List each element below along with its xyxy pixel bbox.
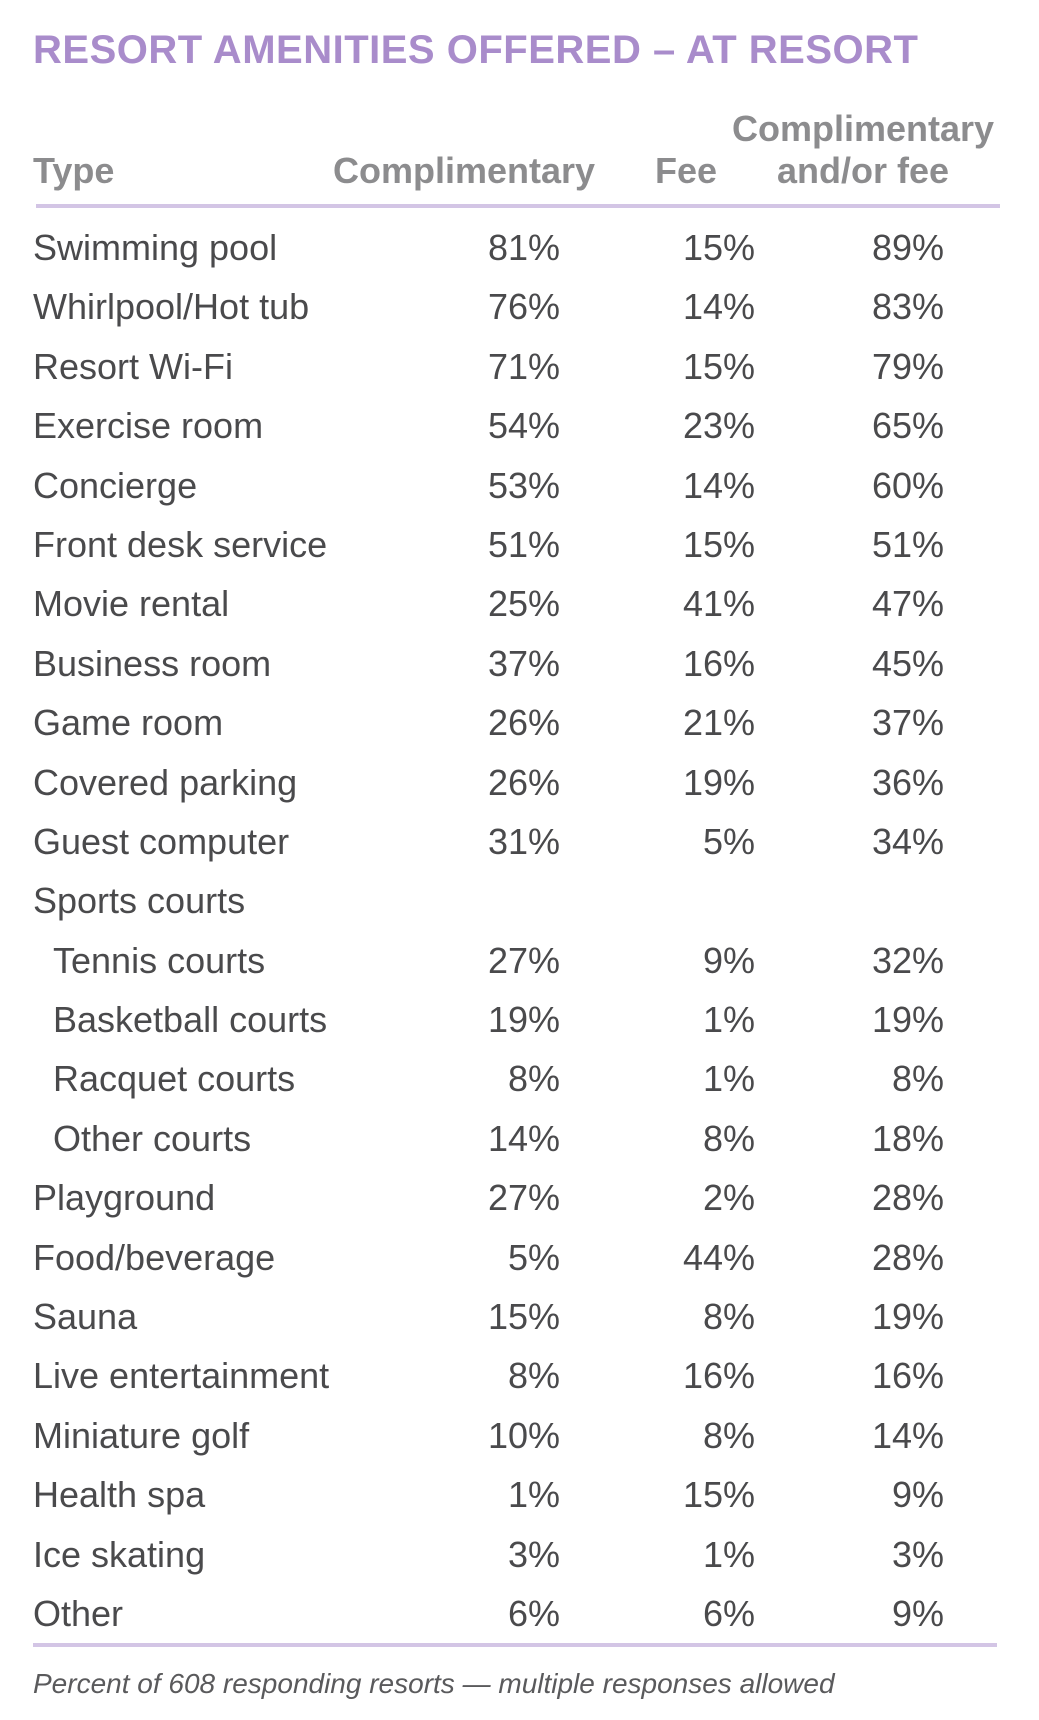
cell-complimentary-and-or-fee: 19%: [871, 1296, 944, 1338]
amenities-table: [33, 218, 1003, 1643]
cell-fee: 15%: [682, 1474, 755, 1516]
table-row: [33, 1525, 1003, 1584]
row-label: Playground: [33, 1177, 216, 1219]
cell-complimentary: 10%: [487, 1414, 560, 1456]
cell-complimentary: 3%: [507, 1533, 560, 1575]
cell-complimentary-and-or-fee: 36%: [871, 761, 944, 803]
cell-fee: 6%: [702, 1592, 755, 1634]
table-row: [33, 1168, 1003, 1227]
table-row: [33, 1346, 1003, 1405]
cell-complimentary-and-or-fee: 14%: [871, 1414, 944, 1456]
cell-complimentary: 51%: [487, 523, 560, 565]
table-row: [33, 1109, 1003, 1168]
row-label: Live entertainment: [33, 1355, 330, 1397]
row-label: Health spa: [33, 1474, 206, 1516]
table-row: [33, 1049, 1003, 1108]
cell-complimentary-and-or-fee: 83%: [871, 286, 944, 328]
cell-fee: 8%: [702, 1117, 755, 1159]
table-row: [33, 1584, 1003, 1643]
cell-fee: 5%: [702, 820, 755, 862]
row-label: Other: [33, 1592, 124, 1634]
table-row: [33, 218, 1003, 277]
row-label: Food/beverage: [33, 1236, 276, 1278]
cell-complimentary-and-or-fee: 37%: [871, 702, 944, 744]
header-divider: [36, 204, 1000, 208]
row-label: Sports courts: [33, 880, 246, 922]
row-label: Racquet courts: [53, 1058, 296, 1100]
cell-complimentary: 53%: [487, 464, 560, 506]
cell-complimentary: 8%: [507, 1355, 560, 1397]
cell-complimentary: 27%: [487, 1177, 560, 1219]
cell-complimentary: 76%: [487, 286, 560, 328]
cell-fee: 41%: [682, 583, 755, 625]
cell-fee: 21%: [682, 702, 755, 744]
cell-fee: 1%: [702, 1058, 755, 1100]
cell-complimentary: 54%: [487, 405, 560, 447]
cell-fee: 2%: [702, 1177, 755, 1219]
cell-complimentary: 26%: [487, 761, 560, 803]
table-row: [33, 396, 1003, 455]
cell-fee: 44%: [682, 1236, 755, 1278]
header-fee: Fee: [655, 150, 718, 191]
cell-fee: 1%: [702, 1533, 755, 1575]
row-label: Movie rental: [33, 583, 230, 625]
table-row: [33, 337, 1003, 396]
cell-complimentary-and-or-fee: 32%: [871, 939, 944, 981]
table-row: [33, 1406, 1003, 1465]
row-label: Resort Wi-Fi: [33, 345, 233, 387]
cell-complimentary-and-or-fee: 9%: [891, 1592, 944, 1634]
cell-complimentary: 1%: [507, 1474, 560, 1516]
cell-complimentary-and-or-fee: 34%: [871, 820, 944, 862]
cell-complimentary-and-or-fee: 60%: [871, 464, 944, 506]
header-complimentary-and-or-fee: [723, 108, 1003, 192]
table-row: [33, 871, 1003, 930]
row-label: Sauna: [33, 1296, 138, 1338]
cell-complimentary: 27%: [487, 939, 560, 981]
cell-fee: 19%: [682, 761, 755, 803]
row-label: Tennis courts: [53, 939, 266, 981]
row-label: Business room: [33, 642, 272, 684]
cell-fee: 16%: [682, 1355, 755, 1397]
cell-complimentary-and-or-fee: 16%: [871, 1355, 944, 1397]
cell-fee: 14%: [682, 286, 755, 328]
table-row: [33, 277, 1003, 336]
cell-fee: 23%: [682, 405, 755, 447]
cell-fee: 1%: [702, 999, 755, 1041]
row-label: Whirlpool/Hot tub: [33, 286, 310, 328]
row-label: Game room: [33, 702, 224, 744]
row-label: Exercise room: [33, 405, 264, 447]
header-type: Type: [33, 150, 115, 191]
table-row: [33, 693, 1003, 752]
cell-fee: 14%: [682, 464, 755, 506]
cell-complimentary: 15%: [487, 1296, 560, 1338]
cell-fee: 16%: [682, 642, 755, 684]
footnote: Percent of 608 responding resorts — multiple responses allowed: [33, 1668, 835, 1699]
cell-complimentary-and-or-fee: 8%: [891, 1058, 944, 1100]
table-row: [33, 1465, 1003, 1524]
cell-complimentary-and-or-fee: 18%: [871, 1117, 944, 1159]
cell-fee: 9%: [702, 939, 755, 981]
row-label: Swimming pool: [33, 227, 278, 268]
cell-fee: 15%: [682, 227, 755, 268]
cell-complimentary-and-or-fee: 28%: [871, 1177, 944, 1219]
header-complimentary: Complimentary: [333, 150, 596, 191]
cell-complimentary-and-or-fee: 47%: [871, 583, 944, 625]
row-label: Basketball courts: [53, 999, 328, 1041]
cell-complimentary: 31%: [487, 820, 560, 862]
cell-fee: 8%: [702, 1414, 755, 1456]
cell-complimentary-and-or-fee: 28%: [871, 1236, 944, 1278]
row-label: Front desk service: [33, 523, 328, 565]
table-row: [33, 456, 1003, 515]
table-row: [33, 634, 1003, 693]
cell-complimentary: 26%: [487, 702, 560, 744]
cell-complimentary: 8%: [507, 1058, 560, 1100]
page-title: RESORT AMENITIES OFFERED – AT RESORT: [33, 28, 919, 72]
table-row: [33, 1228, 1003, 1287]
table-row: [33, 812, 1003, 871]
row-label: Miniature golf: [33, 1414, 250, 1456]
row-label: Covered parking: [33, 761, 298, 803]
cell-complimentary-and-or-fee: 19%: [871, 999, 944, 1041]
cell-complimentary: 81%: [487, 227, 560, 268]
row-label: Ice skating: [33, 1533, 206, 1575]
cell-fee: 15%: [682, 523, 755, 565]
cell-complimentary-and-or-fee: 89%: [871, 227, 944, 268]
table-row: [33, 1287, 1003, 1346]
cell-complimentary-and-or-fee: 79%: [871, 345, 944, 387]
cell-complimentary-and-or-fee: 9%: [891, 1474, 944, 1516]
footer-divider: [33, 1643, 997, 1647]
cell-complimentary: 6%: [507, 1592, 560, 1634]
cell-complimentary: 37%: [487, 642, 560, 684]
header-both-line2: and/or fee: [776, 150, 950, 191]
cell-complimentary: 5%: [507, 1236, 560, 1278]
cell-complimentary: 71%: [487, 345, 560, 387]
row-label: Other courts: [53, 1117, 252, 1159]
table-row: [33, 753, 1003, 812]
row-label: Guest computer: [33, 820, 290, 862]
cell-fee: 15%: [682, 345, 755, 387]
table-row: [33, 574, 1003, 633]
table-row: [33, 931, 1003, 990]
cell-complimentary-and-or-fee: 51%: [871, 523, 944, 565]
cell-complimentary-and-or-fee: 3%: [891, 1533, 944, 1575]
cell-complimentary-and-or-fee: 45%: [871, 642, 944, 684]
cell-fee: 8%: [702, 1296, 755, 1338]
cell-complimentary: 19%: [487, 999, 560, 1041]
cell-complimentary: 14%: [487, 1117, 560, 1159]
header-both-line1: Complimentary: [731, 108, 995, 149]
cell-complimentary: 25%: [487, 583, 560, 625]
table-header: [33, 100, 1003, 200]
table-row: [33, 990, 1003, 1049]
row-label: Concierge: [33, 464, 198, 506]
cell-complimentary-and-or-fee: 65%: [871, 405, 944, 447]
table-row: [33, 515, 1003, 574]
